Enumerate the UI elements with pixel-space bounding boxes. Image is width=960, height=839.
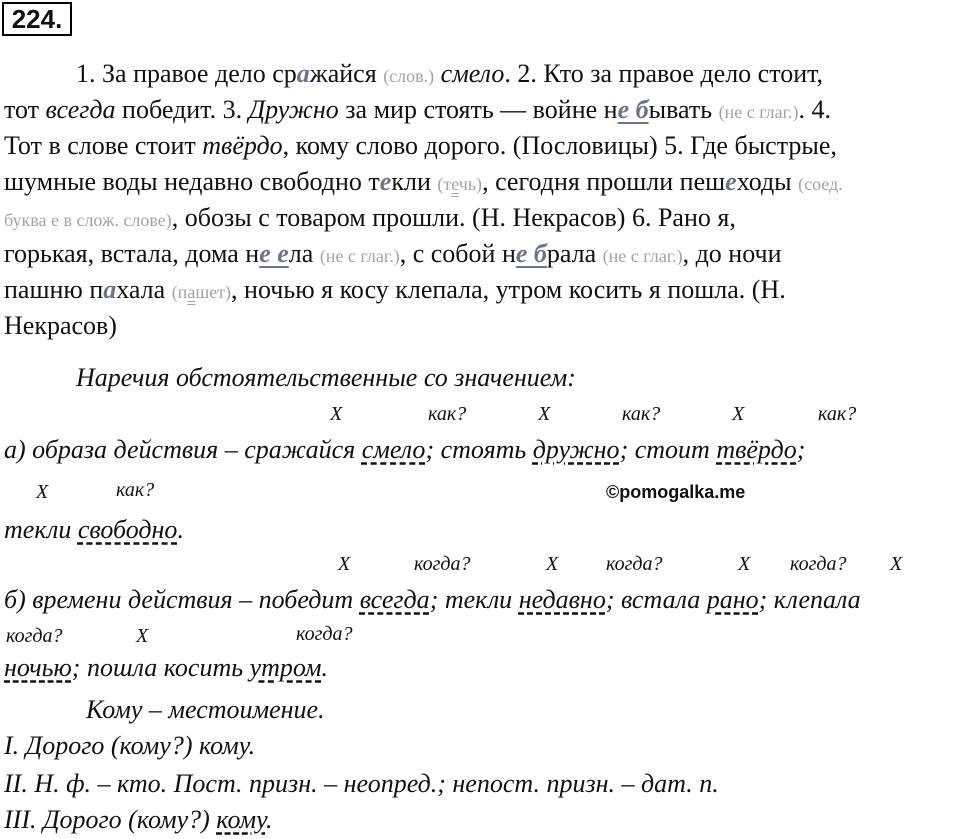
text-span: победит. 3. bbox=[115, 95, 249, 124]
mark-x: Х bbox=[732, 403, 745, 425]
text-span: , с собой н bbox=[399, 239, 516, 268]
mark-question: когда? bbox=[6, 625, 63, 647]
mark-question: как? bbox=[428, 403, 467, 425]
text-span: ходы bbox=[736, 167, 799, 196]
grammar-note: е bbox=[451, 174, 459, 194]
adverb-underlined: рано bbox=[706, 585, 759, 614]
highlight-letter: е б bbox=[515, 239, 547, 268]
adverb-underlined: ночью bbox=[4, 653, 72, 682]
highlight-letter: е б bbox=[617, 95, 649, 124]
highlight-letter: а bbox=[296, 59, 310, 88]
adverb-italic: смело bbox=[440, 59, 505, 88]
adverb-underlined: твёрдо bbox=[716, 435, 797, 464]
adverb-underlined: свободно bbox=[77, 515, 178, 544]
morph-step-3 bbox=[4, 804, 272, 836]
text-span: кли bbox=[391, 167, 438, 196]
text-span: ывать bbox=[648, 95, 719, 124]
highlight-letter: е е bbox=[259, 239, 289, 268]
analysis-line-b2 bbox=[4, 652, 328, 684]
grammar-note: а bbox=[187, 282, 196, 302]
grammar-note: чь) bbox=[458, 174, 483, 194]
mark-question: когда? bbox=[296, 623, 353, 645]
mark-x: Х bbox=[330, 403, 343, 425]
text-span: хала bbox=[116, 275, 172, 304]
text-span: б) времени действия – победит bbox=[4, 585, 360, 614]
adverb-underlined: всегда bbox=[359, 585, 430, 614]
mark-question: как? bbox=[622, 403, 661, 425]
text-span: текли bbox=[4, 515, 78, 544]
highlight-letter: е bbox=[379, 167, 392, 196]
mark-x: Х bbox=[538, 403, 551, 425]
pronoun-heading: Кому – местоимение. bbox=[86, 695, 325, 724]
mark-x: Х bbox=[738, 553, 751, 575]
text-span: ; пошла косить bbox=[71, 653, 250, 682]
text-line-4 bbox=[4, 166, 843, 200]
text-span: ; текли bbox=[429, 585, 519, 614]
mark-x: Х bbox=[36, 481, 49, 503]
text-span: Тот в слове стоит bbox=[4, 131, 203, 160]
text-span: ; стоит bbox=[619, 435, 717, 464]
adverb-italic: всегда bbox=[45, 95, 116, 124]
mark-question: когда? bbox=[790, 553, 847, 575]
text-line-7 bbox=[4, 274, 786, 308]
mark-question: как? bbox=[116, 479, 155, 501]
watermark: ©pomogalka.me bbox=[606, 482, 746, 502]
text-span: ; встала bbox=[605, 585, 707, 614]
highlight-letter: а bbox=[103, 275, 117, 304]
analysis-line-b bbox=[4, 584, 861, 616]
pronoun-underlined: кому bbox=[216, 805, 266, 834]
text-span: ; стоять bbox=[425, 435, 533, 464]
analysis-line-a bbox=[4, 434, 805, 466]
mark-x: Х bbox=[136, 625, 149, 647]
analysis-line-a2 bbox=[4, 514, 184, 546]
text-span: пашню п bbox=[4, 275, 104, 304]
text-span: , кому слово дорого. (Пословицы) 5. Где быстрые, bbox=[282, 131, 837, 160]
text-span: , до ночи bbox=[682, 239, 782, 268]
grammar-note: шет) bbox=[195, 282, 232, 302]
text-span: а) образа действия – сражайся bbox=[4, 435, 362, 464]
grammar-note: (т bbox=[437, 174, 452, 194]
text-line-2 bbox=[4, 94, 831, 128]
mark-question: когда? bbox=[414, 553, 471, 575]
text-line-8 bbox=[4, 310, 117, 342]
morph-step-2: II. Н. ф. – кто. Пост. призн. – неопред.; непост. призн. – дат. п. bbox=[4, 769, 719, 798]
text-span: ла bbox=[288, 239, 320, 268]
text-span: . 2. Кто за правое дело стоит, bbox=[504, 59, 824, 88]
text-span: за мир стоять — войне н bbox=[338, 95, 618, 124]
adverb-italic: твёрдо bbox=[202, 131, 283, 160]
text-line-5 bbox=[4, 202, 736, 236]
text-span: . bbox=[177, 515, 184, 544]
text-span: ; bbox=[796, 435, 806, 464]
grammar-note: (соед. bbox=[798, 174, 843, 194]
exercise-number: 224. bbox=[2, 2, 72, 36]
grammar-note: (п bbox=[171, 282, 188, 302]
adverb-underlined: утром bbox=[249, 653, 322, 682]
text-span: ; клепала bbox=[758, 585, 861, 614]
text-line-6 bbox=[4, 238, 782, 272]
text-line-3 bbox=[4, 130, 837, 162]
adverb-underlined: недавно bbox=[518, 585, 606, 614]
text-span: горькая, встала, дома н bbox=[4, 239, 260, 268]
text-span: шумные воды недавно свободно т bbox=[4, 167, 380, 196]
adverb-underlined: смело bbox=[361, 435, 426, 464]
text-span: Некрасов) bbox=[4, 311, 117, 340]
analysis-heading: Наречия обстоятельственные со значением: bbox=[76, 363, 576, 392]
grammar-note: (не с глаг.) bbox=[602, 246, 683, 266]
grammar-note: буква е в слож. слове) bbox=[4, 210, 172, 230]
text-span: жайся bbox=[309, 59, 384, 88]
mark-question: когда? bbox=[606, 553, 663, 575]
text-span: 1. За правое дело ср bbox=[76, 59, 297, 88]
text-span: III. Дорого (кому?) bbox=[4, 805, 217, 834]
mark-question: как? bbox=[818, 403, 857, 425]
text-span: . bbox=[321, 653, 328, 682]
text-span: , обозы с товаром прошли. (Н. Некрасов) 6. Рано я, bbox=[171, 203, 736, 232]
morph-step-1: I. Дорого (кому?) кому. bbox=[4, 731, 256, 760]
grammar-note: (не с глаг.) bbox=[718, 102, 799, 122]
grammar-note: (не с глаг.) bbox=[319, 246, 400, 266]
text-span: рала bbox=[546, 239, 603, 268]
text-line-1 bbox=[76, 58, 823, 92]
text-span: . bbox=[265, 805, 273, 834]
adverb-underlined: дружно bbox=[532, 435, 620, 464]
highlight-letter: е bbox=[725, 167, 737, 196]
mark-x: Х bbox=[338, 553, 351, 575]
mark-x: Х bbox=[546, 553, 559, 575]
adverb-italic: Дружно bbox=[248, 95, 339, 124]
mark-x: Х bbox=[890, 553, 903, 575]
grammar-note: (слов.) bbox=[383, 66, 435, 86]
text-span: , ночью я косу клепала, утром косить я пошла. (Н. bbox=[231, 275, 786, 304]
text-span: . 4. bbox=[798, 95, 831, 124]
text-span: , сегодня прошли пеш bbox=[482, 167, 726, 196]
text-span: тот bbox=[4, 95, 46, 124]
